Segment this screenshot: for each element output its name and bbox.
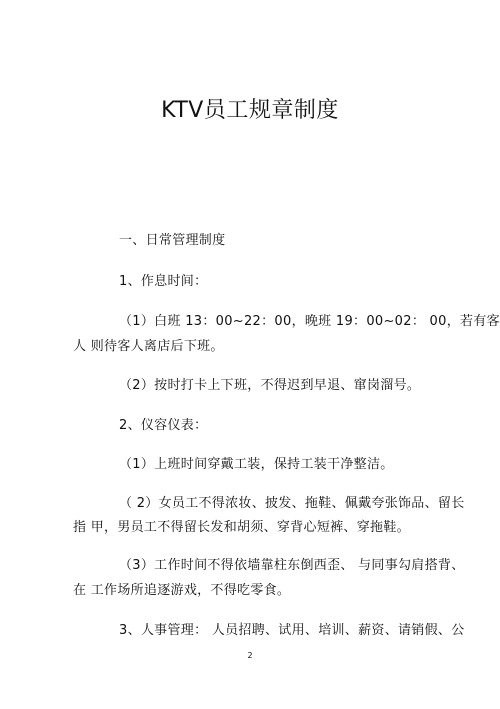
paragraph-line: （1）上班时间穿戴工装，保持工装干净整洁。 [119,457,394,472]
paragraph-line: （ 2）女员工不得浓妆、披发、拖鞋、佩戴夸张饰品、留长 [119,496,465,511]
paragraph-line: （2）按时打卡上下班，不得迟到早退、窜岗溜号。 [119,378,421,393]
page-number: 2 [247,651,253,660]
subsection-heading: 2、仪容仪表： [119,418,208,433]
paragraph-line: （1）白班 13：00~22：00，晚班 19：00~02： 00，若有客 [119,314,500,329]
paragraph-line: 人 则待客人离店后下班。 [73,339,224,354]
section-heading: 一、日常管理制度 [119,233,226,248]
subsection-heading: 1、作息时间： [119,274,208,289]
paragraph-line: 在 工作场所追逐游戏，不得吃零食。 [73,583,291,598]
paragraph-line: （3）工作时间不得依墙靠柱东倒西歪、 与同事勾肩搭背、 [119,558,465,573]
subsection-heading: 3、人事管理： 人员招聘、试用、培训、薪资、请销假、公 [119,623,465,638]
document-title: KTV员工规章制度 [161,98,339,123]
paragraph-line: 指 甲，男员工不得留长发和胡须、穿背心短裤、穿拖鞋。 [73,520,410,535]
